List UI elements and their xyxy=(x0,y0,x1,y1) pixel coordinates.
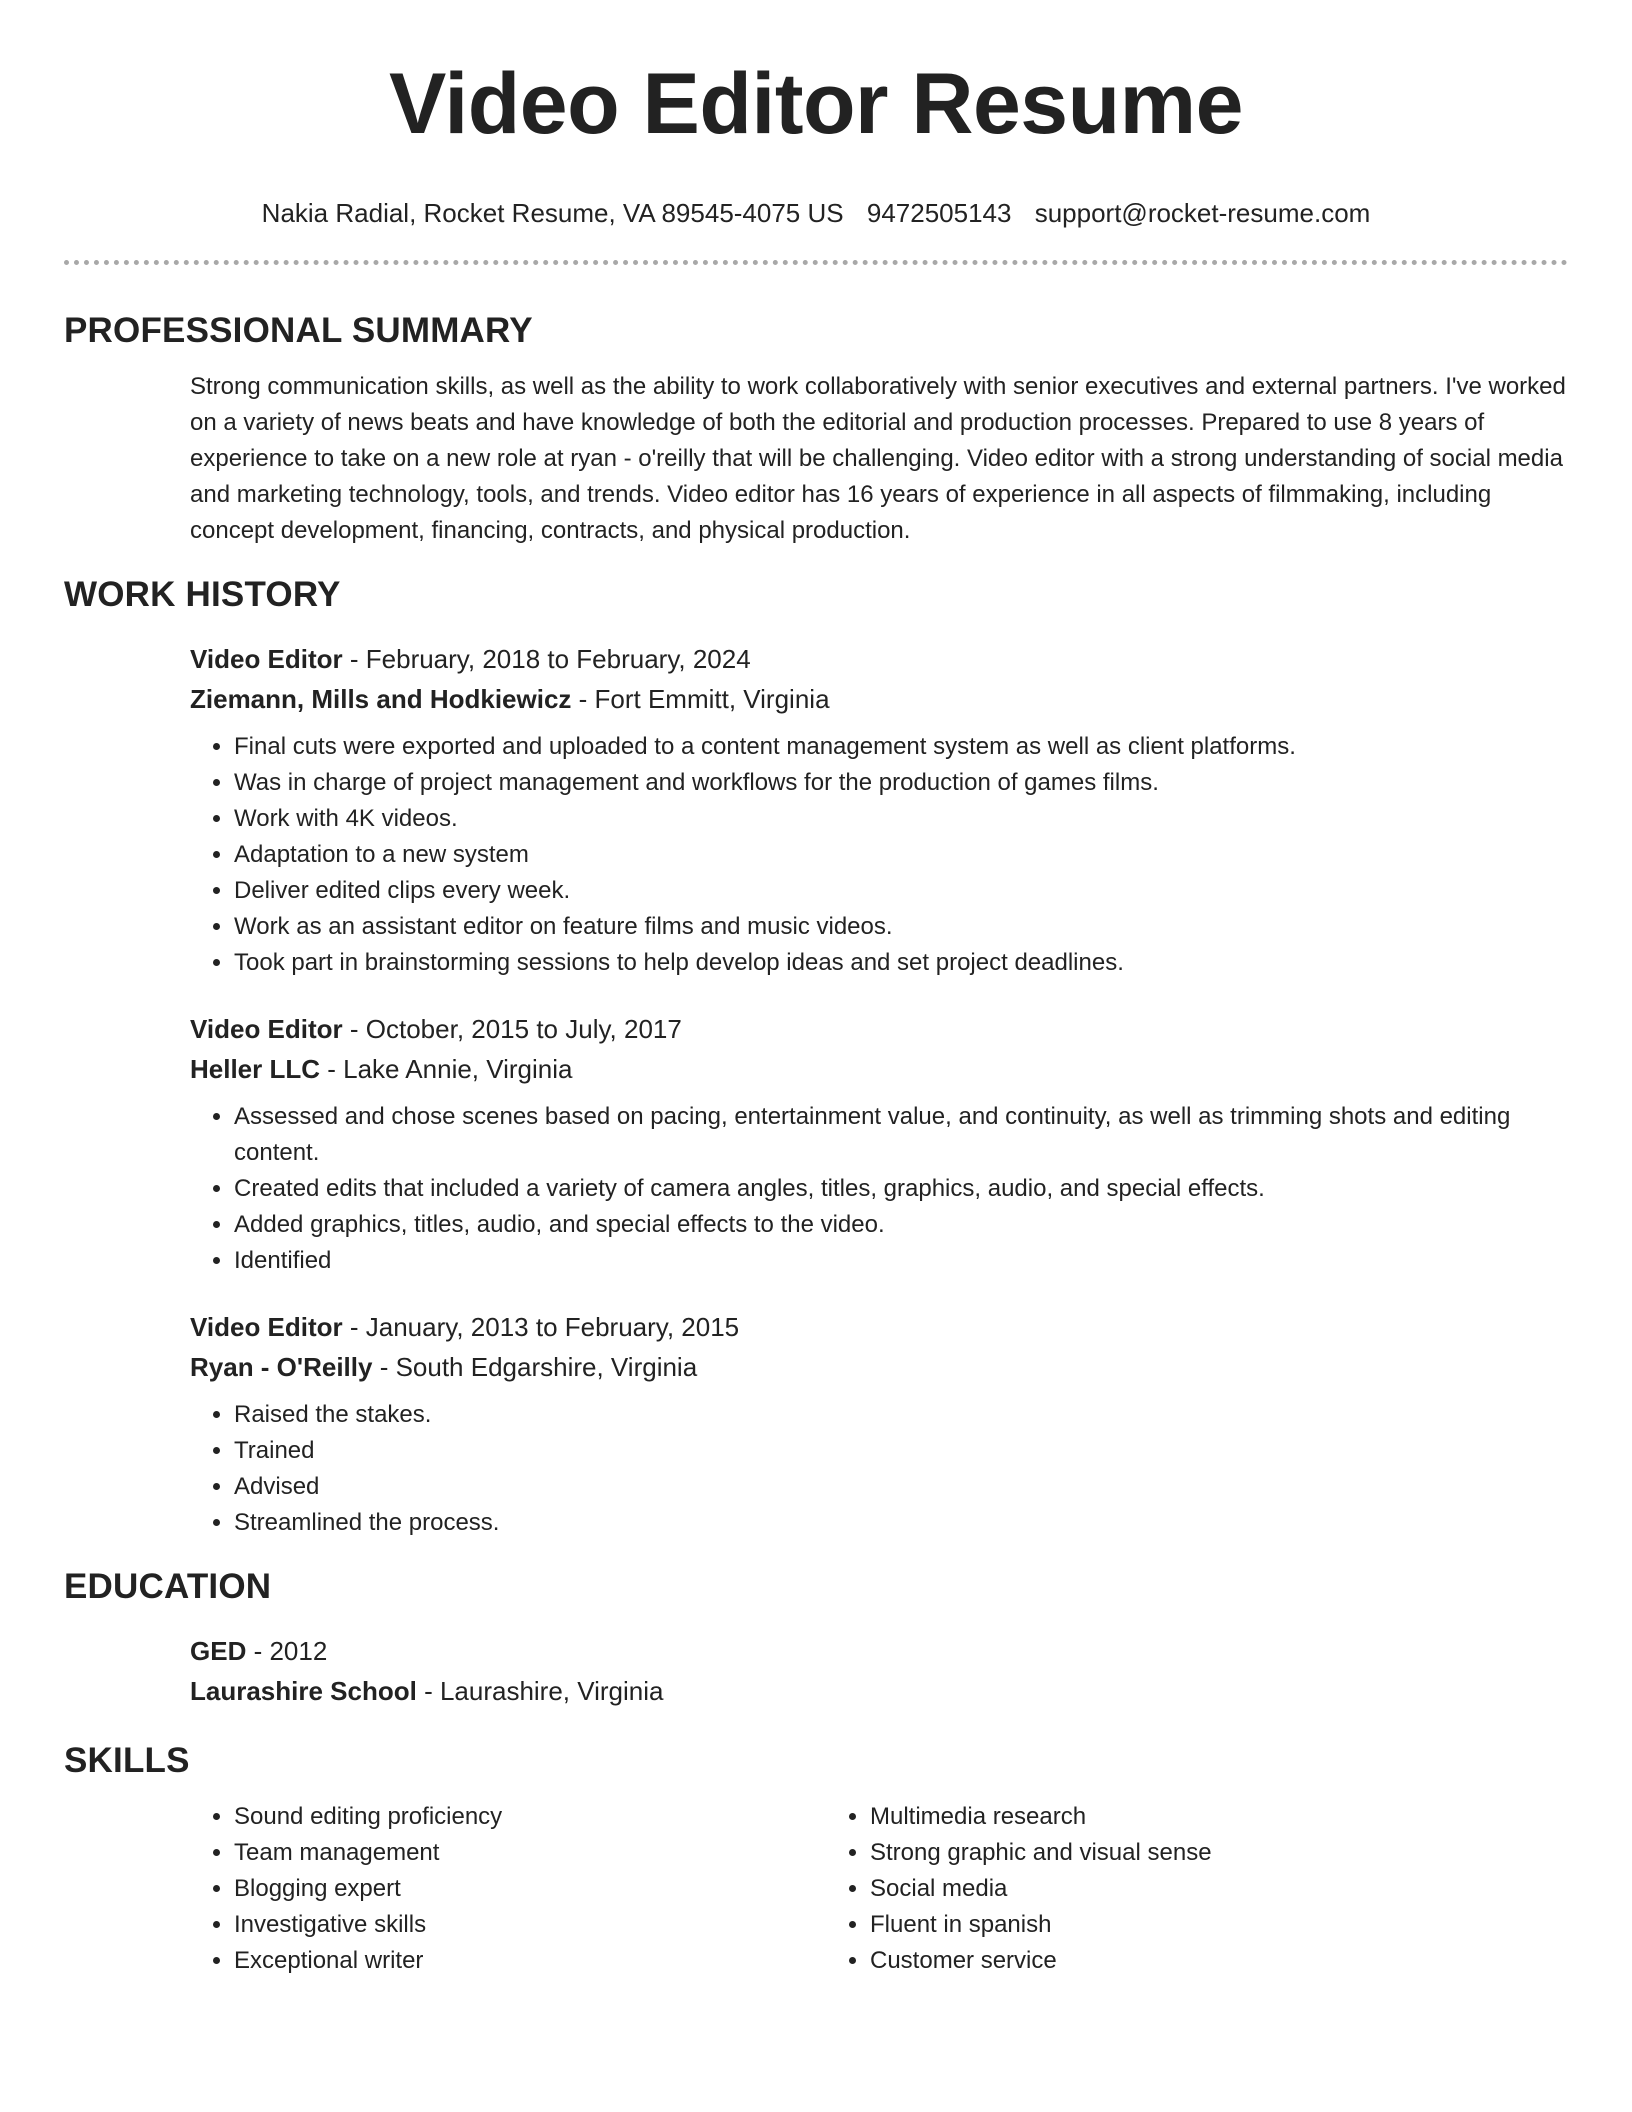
skills-list-left xyxy=(190,1799,826,1979)
job-entry xyxy=(190,1009,1568,1279)
job-bullets xyxy=(190,1099,1568,1279)
list-item: • Sound editing proficiency xyxy=(234,1799,826,1835)
work-history-section xyxy=(64,573,1568,1541)
list-item: • Social media xyxy=(870,1871,1462,1907)
resume-title: Video Editor Resume xyxy=(389,56,1243,152)
skills-section xyxy=(64,1739,1568,1979)
job-title: Video Editor xyxy=(190,1312,343,1342)
job-dates: - February, 2018 to February, 2024 xyxy=(342,644,751,674)
list-item: • Investigative skills xyxy=(234,1907,826,1943)
summary-heading: PROFESSIONAL SUMMARY xyxy=(64,311,533,350)
list-item: • Deliver edited clips every week. xyxy=(234,873,1568,909)
contact-address: Nakia Radial, Rocket Resume, VA 89545-4075 US xyxy=(261,198,844,228)
job-company-line xyxy=(190,1049,1568,1089)
list-item: • Streamlined the process. xyxy=(234,1505,1568,1541)
education-school-line xyxy=(190,1671,1568,1711)
list-item: • Assessed and chose scenes based on pacing, entertainment value, and continuity, as well as trimming shots and editing content. xyxy=(234,1099,1568,1171)
job-company: Heller LLC xyxy=(190,1054,321,1084)
contact-line xyxy=(64,196,1568,230)
summary-text: Strong communication skills, as well as the ability to work collaboratively with senior executives and external partners. I've worked on a variety of news beats and have knowledge of both the editorial and production processes. Prepared to use 8 years of experience to take on a new role at ryan - o'reilly that will be challenging. Video editor with a strong understanding of social media and marketing technology, tools, and trends. Video editor has 16 years of experience in all aspects of filmmaking, including concept development, financing, contracts, and physical production. xyxy=(190,373,1566,544)
job-bullets xyxy=(190,1397,1568,1541)
job-company-line xyxy=(190,679,1568,719)
list-item: • Trained xyxy=(234,1433,1568,1469)
education-degree: GED xyxy=(190,1636,247,1666)
education-school: Laurashire School xyxy=(190,1676,417,1706)
job-dates: - January, 2013 to February, 2015 xyxy=(342,1312,740,1342)
list-item: • Adaptation to a new system xyxy=(234,837,1568,873)
job-location: - South Edgarshire, Virginia xyxy=(372,1352,698,1382)
list-item: • Work as an assistant editor on feature films and music videos. xyxy=(234,909,1568,945)
skills-heading: SKILLS xyxy=(64,1741,190,1780)
skills-grid xyxy=(190,1799,1568,1979)
education-location: - Laurashire, Virginia xyxy=(416,1676,664,1706)
list-item: • Raised the stakes. xyxy=(234,1397,1568,1433)
list-item: • Was in charge of project management and workflows for the production of games films. xyxy=(234,765,1568,801)
list-item: • Final cuts were exported and uploaded to a content management system as well as client platforms. xyxy=(234,729,1568,765)
education-year: - 2012 xyxy=(246,1636,328,1666)
job-company: Ryan - O'Reilly xyxy=(190,1352,373,1382)
work-history-heading: WORK HISTORY xyxy=(64,575,341,614)
header-divider xyxy=(64,260,1568,265)
job-bullets xyxy=(190,729,1568,981)
list-item: • Strong graphic and visual sense xyxy=(870,1835,1462,1871)
job-company-line xyxy=(190,1347,1568,1387)
job-title: Video Editor xyxy=(190,644,343,674)
skills-list-right xyxy=(826,1799,1462,1979)
contact-email: support@rocket-resume.com xyxy=(1034,198,1371,228)
education-heading: EDUCATION xyxy=(64,1567,272,1606)
job-entry xyxy=(190,639,1568,981)
job-dates: - October, 2015 to July, 2017 xyxy=(342,1014,682,1044)
job-title: Video Editor xyxy=(190,1014,343,1044)
job-company: Ziemann, Mills and Hodkiewicz xyxy=(190,684,572,714)
education-section xyxy=(64,1565,1568,1711)
list-item: • Identified xyxy=(234,1243,1568,1279)
job-location: - Fort Emmitt, Virginia xyxy=(571,684,830,714)
job-title-line xyxy=(190,1009,1568,1049)
contact-phone: 9472505143 xyxy=(866,198,1012,228)
list-item: • Exceptional writer xyxy=(234,1943,826,1979)
list-item: • Blogging expert xyxy=(234,1871,826,1907)
list-item: • Work with 4K videos. xyxy=(234,801,1568,837)
list-item: • Added graphics, titles, audio, and special effects to the video. xyxy=(234,1207,1568,1243)
list-item: • Advised xyxy=(234,1469,1568,1505)
summary-section xyxy=(64,309,1568,549)
list-item: • Customer service xyxy=(870,1943,1462,1979)
list-item: • Took part in brainstorming sessions to help develop ideas and set project deadlines. xyxy=(234,945,1568,981)
job-entry xyxy=(190,1307,1568,1541)
job-title-line xyxy=(190,1307,1568,1347)
job-title-line xyxy=(190,639,1568,679)
list-item: • Created edits that included a variety of camera angles, titles, graphics, audio, and special effects. xyxy=(234,1171,1568,1207)
list-item: • Team management xyxy=(234,1835,826,1871)
list-item: • Fluent in spanish xyxy=(870,1907,1462,1943)
education-degree-line xyxy=(190,1631,1568,1671)
list-item: • Multimedia research xyxy=(870,1799,1462,1835)
job-location: - Lake Annie, Virginia xyxy=(320,1054,573,1084)
